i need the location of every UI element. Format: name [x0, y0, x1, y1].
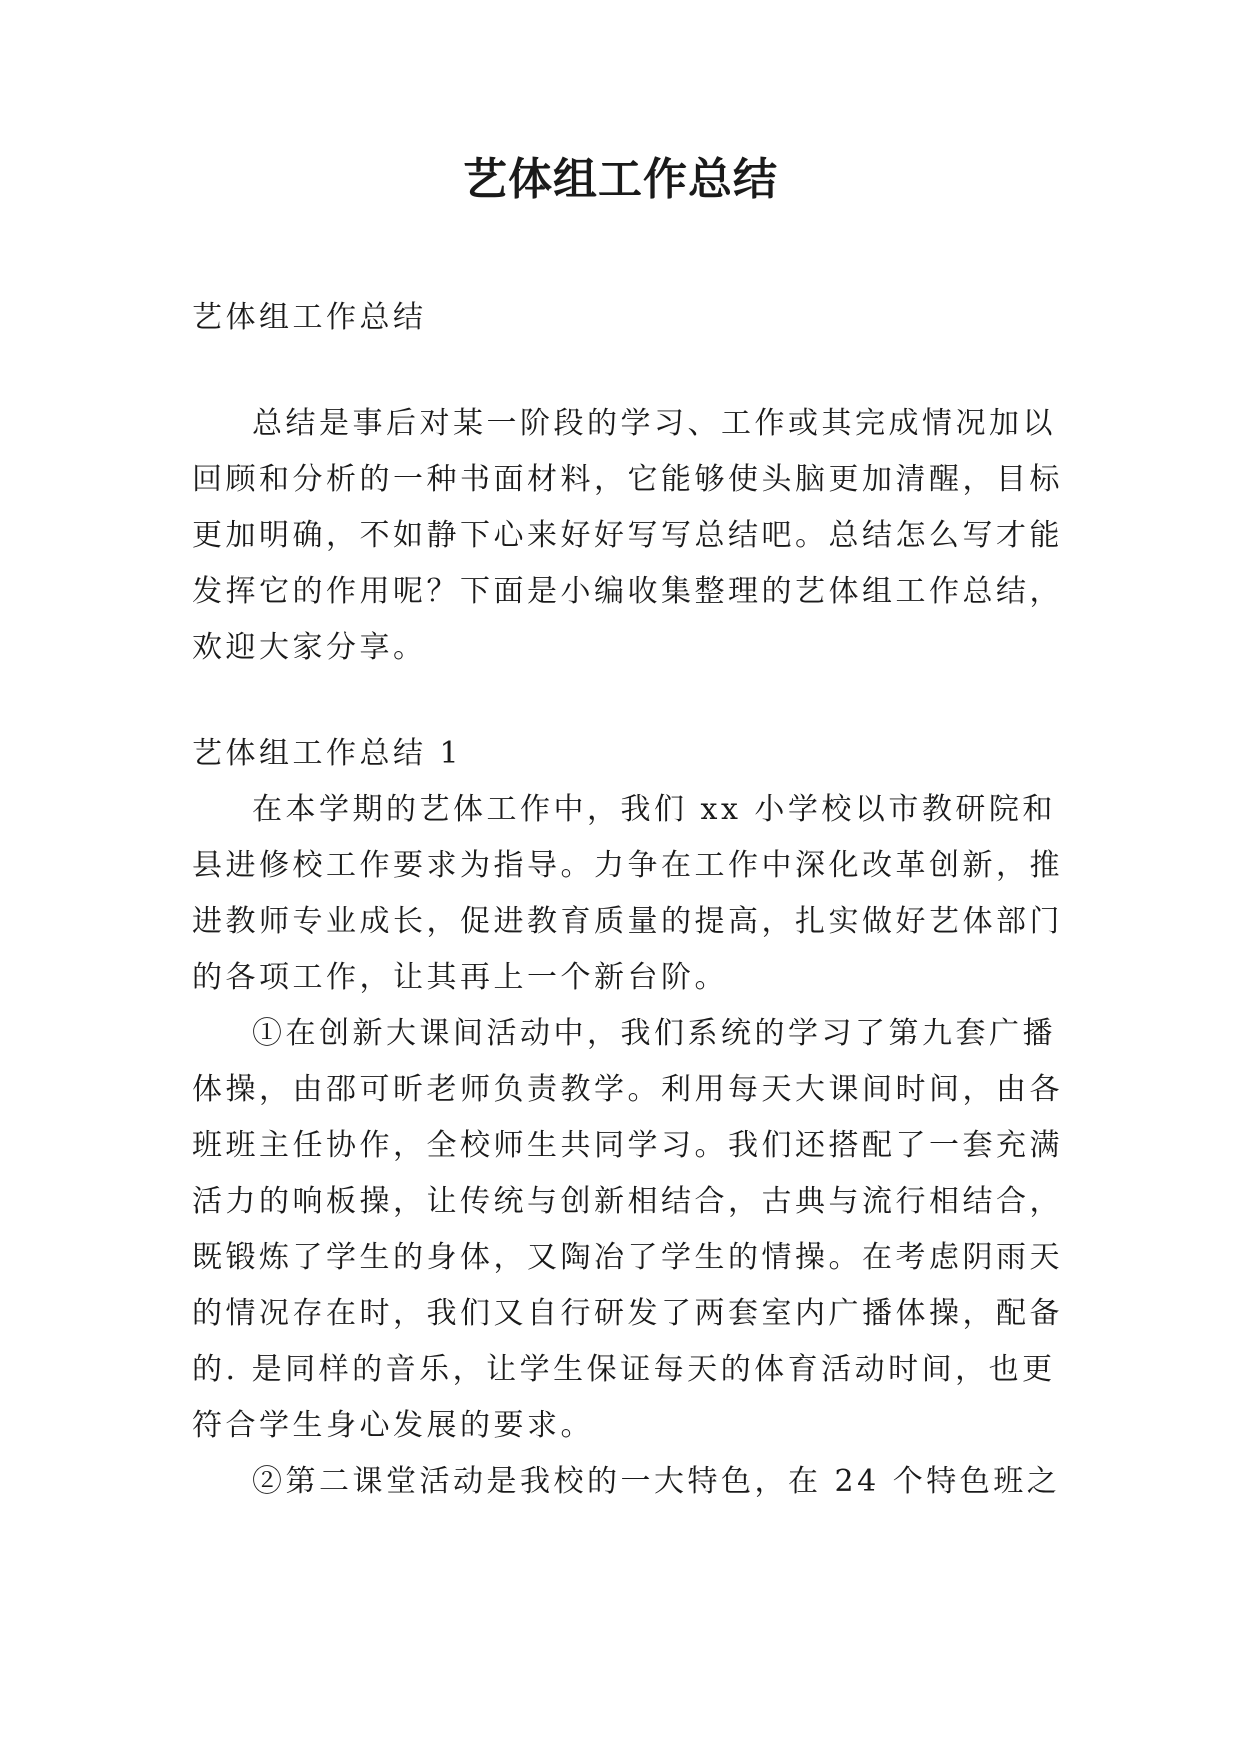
intro-line: 欢迎大家分享。 [192, 630, 427, 665]
intro-line: 总结是事后对某一阶段的学习、工作或其完成情况加以 [252, 406, 1056, 441]
paragraph-line: 的情况存在时，我们又自行研发了两套室内广播体操，配备 [192, 1296, 1063, 1331]
intro-line: 回顾和分析的一种书面材料，它能够使头脑更加清醒，目标 [192, 462, 1063, 497]
paragraph-line: ②第二课堂活动是我校的一大特色，在 24 个特色班之 [252, 1464, 1061, 1499]
intro-line: 更加明确，不如静下心来好好写写总结吧。总结怎么写才能 [192, 518, 1063, 553]
document-title: 艺体组工作总结 [463, 154, 778, 205]
paragraph-line: 活力的响板操，让传统与创新相结合，古典与流行相结合， [192, 1184, 1063, 1219]
paragraph-line: 既锻炼了学生的身体，又陶冶了学生的情操。在考虑阴雨天 [192, 1240, 1063, 1275]
paragraph-line: 在本学期的艺体工作中，我们 xx 小学校以市教研院和 [252, 792, 1056, 827]
intro-line: 发挥它的作用呢？下面是小编收集整理的艺体组工作总结， [192, 574, 1063, 609]
paragraph-line: 的. 是同样的音乐，让学生保证每天的体育活动时间，也更 [192, 1352, 1056, 1387]
paragraph-line: 县进修校工作要求为指导。力争在工作中深化改革创新，推 [192, 848, 1063, 883]
paragraph-line: 体操，由邵可昕老师负责教学。利用每天大课间时间，由各 [192, 1072, 1063, 1107]
section-heading: 艺体组工作总结 1 [192, 736, 463, 771]
paragraph-line: 班班主任协作，全校师生共同学习。我们还搭配了一套充满 [192, 1128, 1063, 1163]
document-subtitle: 艺体组工作总结 [192, 300, 427, 335]
paragraph-line: ①在创新大课间活动中，我们系统的学习了第九套广播 [252, 1016, 1056, 1051]
paragraph-line: 的各项工作，让其再上一个新台阶。 [192, 960, 728, 995]
paragraph-line: 进教师专业成长，促进教育质量的提高，扎实做好艺体部门 [192, 904, 1063, 939]
paragraph-line: 符合学生身心发展的要求。 [192, 1408, 594, 1443]
